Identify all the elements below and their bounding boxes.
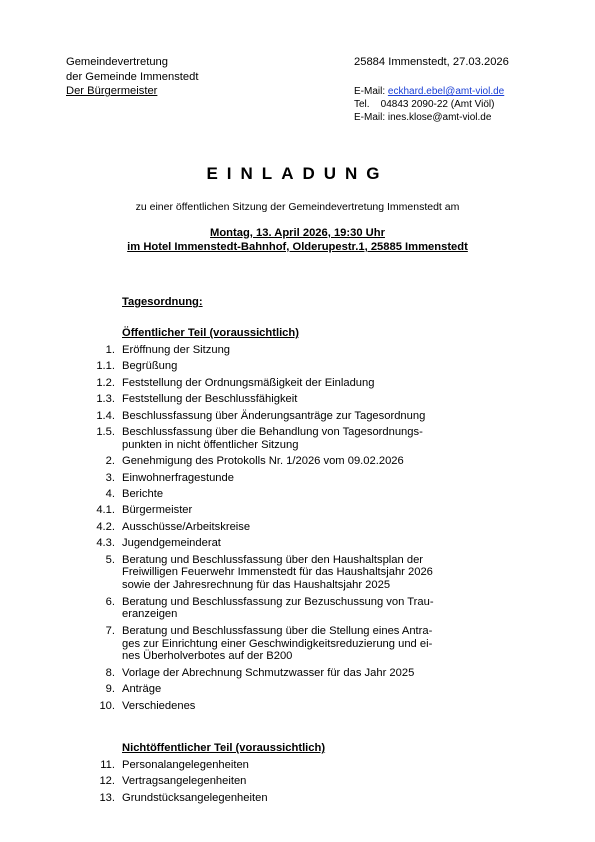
email-link[interactable]: eckhard.ebel@amt-viol.de (387, 86, 505, 97)
agenda-item-number: 1.1. (96, 360, 115, 373)
sender-line-2: der Gemeinde Immenstedt (66, 71, 199, 83)
agenda-item-number: 1. (105, 344, 115, 356)
agenda-item-number: 13. (99, 791, 115, 804)
contact-email-2: E-Mail: ines.klose@amt-viol.de (354, 112, 492, 123)
agenda-item-text: Vorlage der Abrechnung Schmutzwasser für das Jahr 2025 (122, 666, 415, 679)
agenda-item-text: punkten in nicht öffentlicher Sitzung (122, 438, 299, 451)
agenda-item-text: Personalangelegenheiten (122, 759, 249, 771)
agenda-item-text: Beratung und Beschlussfassung zur Bezuschussung von Trau- (122, 595, 434, 608)
agenda-item-number: 1.5. (96, 426, 115, 438)
agenda-item-text: Vertragsangelegenheiten (122, 775, 247, 788)
meeting-location: im Hotel Immenstedt-Bahnhof, Olderupestr.1, 25885 Immenstedt (127, 241, 468, 253)
agenda-item-number: 4.3. (96, 537, 115, 550)
agenda-item-text: Genehmigung des Protokolls Nr. 1/2026 vom 09.02.2026 (122, 455, 404, 468)
intro-text: zu einer öffentlichen Sitzung der Gemeindevertretung Immenstedt am (135, 201, 460, 213)
agenda-item-text: Beschlussfassung über Änderungsanträge zur Tagesordnung (122, 409, 426, 422)
agenda-item-number: 1.3. (96, 393, 115, 406)
contact-email-1 (354, 85, 504, 98)
meeting-date: Montag, 13. April 2026, 19:30 Uhr (210, 227, 385, 239)
agenda-item-text: Feststellung der Beschlussfähigkeit (122, 393, 298, 406)
agenda-item-text: Bürgermeister (122, 504, 193, 517)
agenda-item-text: ges zur Einrichtung einer Geschwindigkeitsreduzierung und ei- (122, 637, 433, 650)
public-heading: Öffentlicher Teil (voraussichtlich) (122, 327, 299, 339)
agenda-item-text: Ausschüsse/Arbeitskreise (122, 520, 251, 533)
agenda-item-number: 4. (105, 488, 115, 500)
agenda-item-text: Beratung und Beschlussfassung über die Stellung eines Antra- (122, 624, 433, 637)
agenda-item-number: 6. (105, 595, 115, 608)
agenda-item-text: Begrüßung (122, 360, 178, 373)
agenda-item-number: 12. (99, 775, 115, 788)
agenda-item-text: Jugendgemeinderat (122, 537, 221, 550)
sender-line-3: Der Bürgermeister (66, 85, 158, 97)
place-date: 25884 Immenstedt, 27.03.2026 (354, 56, 509, 68)
agenda-item-text: Feststellung der Ordnungsmäßigkeit der Einladung (122, 376, 375, 389)
agenda-item-number: 8. (105, 666, 115, 679)
agenda-item-text: Verschiedenes (122, 699, 196, 712)
agenda-item-number: 3. (105, 471, 115, 484)
agenda-item-text: Freiwilligen Feuerwehr Immenstedt für das Haushaltsjahr 2026 (122, 566, 433, 579)
contact-tel: Tel. 04843 2090-22 (Amt Viöl) (354, 99, 495, 110)
agenda-item-text: Anträge (122, 683, 162, 696)
email-label: E-Mail: (354, 86, 388, 97)
agenda-item-number: 9. (105, 683, 115, 696)
document-title: EINLADUNG (206, 164, 389, 183)
agenda-item-number: 11. (100, 759, 115, 771)
sender-line-1: Gemeindevertretung (66, 56, 168, 68)
agenda-item-text: sowie der Jahresrechnung für das Haushaltsjahr 2025 (122, 579, 391, 592)
agenda-item-number: 10. (99, 699, 115, 712)
agenda-item-text: Eröffnung der Sitzung (122, 344, 231, 356)
agenda-item-text: Berichte (122, 488, 164, 500)
agenda-item-number: 1.4. (96, 409, 115, 422)
agenda-item-text: Beschlussfassung über die Behandlung von Tagesordnungs- (122, 426, 423, 438)
nonpublic-heading: Nichtöffentlicher Teil (voraussichtlich) (122, 742, 326, 754)
agenda-item-number: 2. (105, 455, 115, 468)
agenda-item-number: 1.2. (96, 376, 115, 389)
agenda-item-text: eranzeigen (122, 608, 178, 621)
agenda-item-number: 4.1. (96, 504, 115, 517)
agenda-item-text: Beratung und Beschlussfassung über den Haushaltsplan der (122, 553, 424, 566)
agenda-item-text: nes Überholverbotes auf der B200 (122, 650, 293, 663)
agenda-heading: Tagesordnung: (122, 296, 203, 308)
agenda-item-text: Grundstücksangelegenheiten (122, 791, 268, 804)
agenda-item-number: 4.2. (96, 520, 115, 533)
agenda-item-number: 5. (105, 553, 115, 566)
agenda-item-number: 7. (105, 624, 115, 637)
agenda-item-text: Einwohnerfragestunde (122, 471, 234, 484)
